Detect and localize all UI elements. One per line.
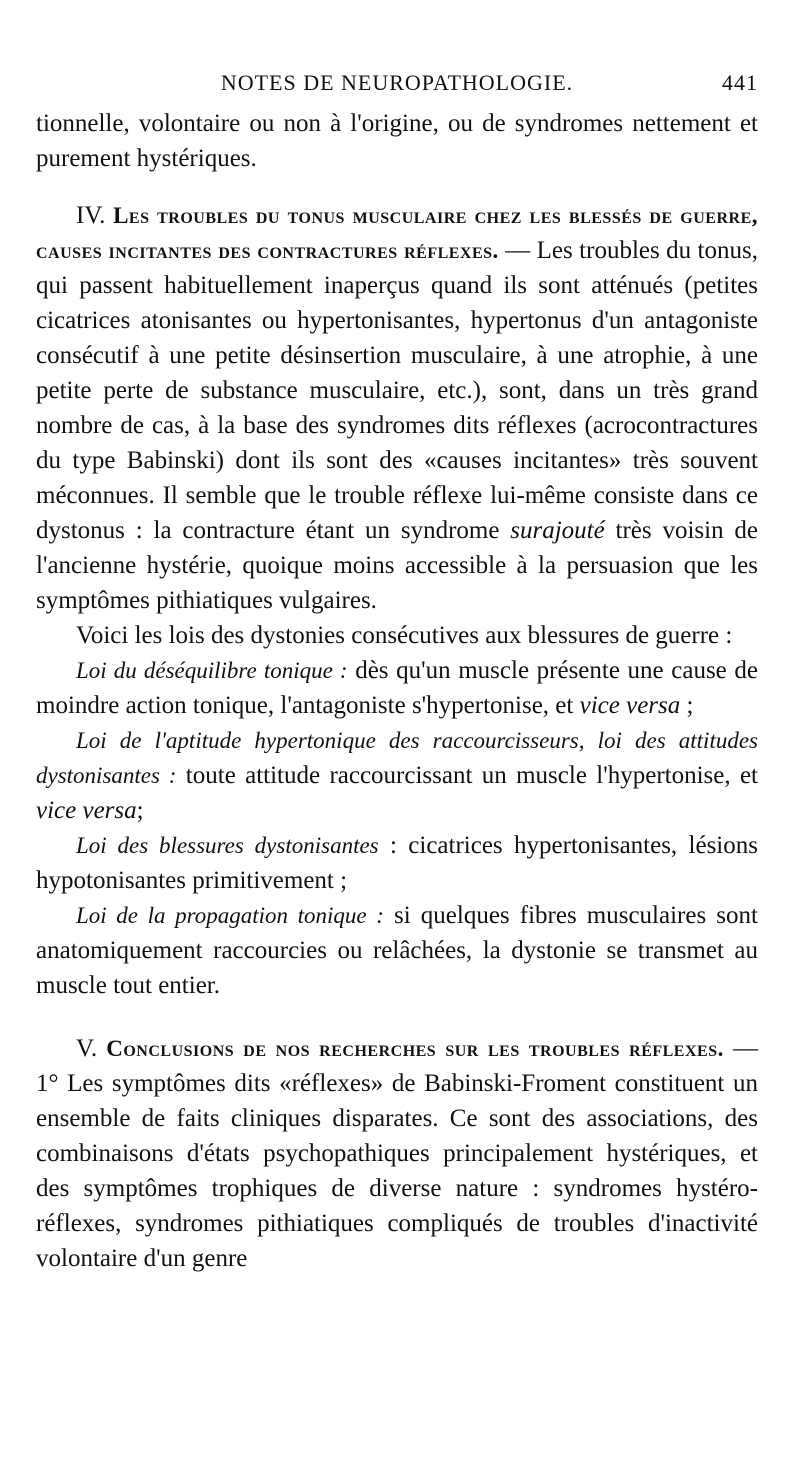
section-iv-dash: — — [498, 237, 537, 264]
law-blessures — [36, 828, 758, 898]
law-title: Loi de l'aptitude hypertonique des raccourcisseurs, loi des attitudes dystonisantes : — [36, 728, 758, 788]
law-aptitude — [36, 723, 758, 828]
section-iv — [36, 198, 758, 618]
page-number: 441 — [722, 70, 758, 95]
section-iv-numeral: IV. — [76, 202, 106, 229]
running-head-title: NOTES DE NEUROPATHOLOGIE. — [220, 70, 574, 95]
section-iv-body-a: Les troubles du tonus, qui passent habituellement inaperçus quand ils sont atténués (petites cicatrices atonisantes ou hypertonisantes, hypertonus d'un antagoniste consécutif à une petite désinsertion musculaire, à une atrophie, à une petite perte de substance musculaire, etc.), sont, dans un très grand nombre de cas, à la base des syndromes dits réflexes (acrocontractures du type Babinski) dont ils sont des «causes incitantes» très souvent méconnues. Il semble que le trouble réflexe lui-même consiste dans ce dystonus : la contracture étant un syndrome — [36, 237, 758, 544]
law-title: Loi du déséquilibre tonique : — [76, 658, 348, 683]
section-iv-body-italic: surajouté — [510, 517, 605, 544]
laws-intro: Voici les lois des dystonies consécutives aux blessures de guerre : — [76, 622, 733, 649]
law-tail-italic: vice versa — [579, 692, 681, 719]
section-v-body: — 1° Les symptômes dits «réflexes» de Babinski-Froment constituent un ensemble de faits cliniques disparates. Ce sont des associations, des combinaisons d'états psychopathiques principalement hystériques, et des symptômes trophiques de diverse nature : syndromes hystéro-réflexes, syndromes pithiatiques compliqués de troubles d'inactivité volontaire d'un genre — [36, 1035, 758, 1272]
paragraph-continuation: tionnelle, volontaire ou non à l'origine, ou de syndromes nettement et purement hystériques. — [36, 110, 758, 172]
running-head — [36, 70, 758, 106]
section-v — [36, 1031, 758, 1276]
law-text: si quelques fibres musculaires sont anatomiquement raccourcies ou relâchées, la dystonie se transmet au muscle tout entier. — [36, 902, 758, 999]
section-iv-body-b: très voisin de l'ancienne hystérie, quoique moins accessible à la persuasion que les symptômes pithiatiques vulgaires. — [36, 517, 758, 614]
law-tail: ; — [136, 797, 144, 824]
law-tail-italic: vice versa — [36, 797, 137, 824]
law-text: toute attitude raccourcissant un muscle l'hypertonise, et — [176, 762, 758, 789]
law-tail: ; — [680, 692, 694, 719]
law-propagation — [36, 898, 758, 1003]
section-v-heading: Conclusions de nos recherches sur les troubles réflexes. — [106, 1036, 724, 1061]
law-text: dès qu'un muscle présente une cause de moindre action tonique, l'antagoniste s'hypertonise, et — [36, 657, 758, 719]
section-v-numeral: V. — [76, 1035, 98, 1062]
page — [36, 70, 758, 1276]
law-text: : cicatrices hypertonisantes, lésions hypotonisantes primitivement ; — [36, 832, 758, 894]
law-title: Loi des blessures dystonisantes — [76, 833, 379, 858]
section-iv-heading: Les troubles du tonus musculaire chez les blessés de guerre, causes incitantes des contractures réflexes. — [36, 203, 758, 263]
law-desequilibre — [36, 653, 758, 723]
law-title: Loi de la propagation tonique : — [76, 903, 384, 928]
